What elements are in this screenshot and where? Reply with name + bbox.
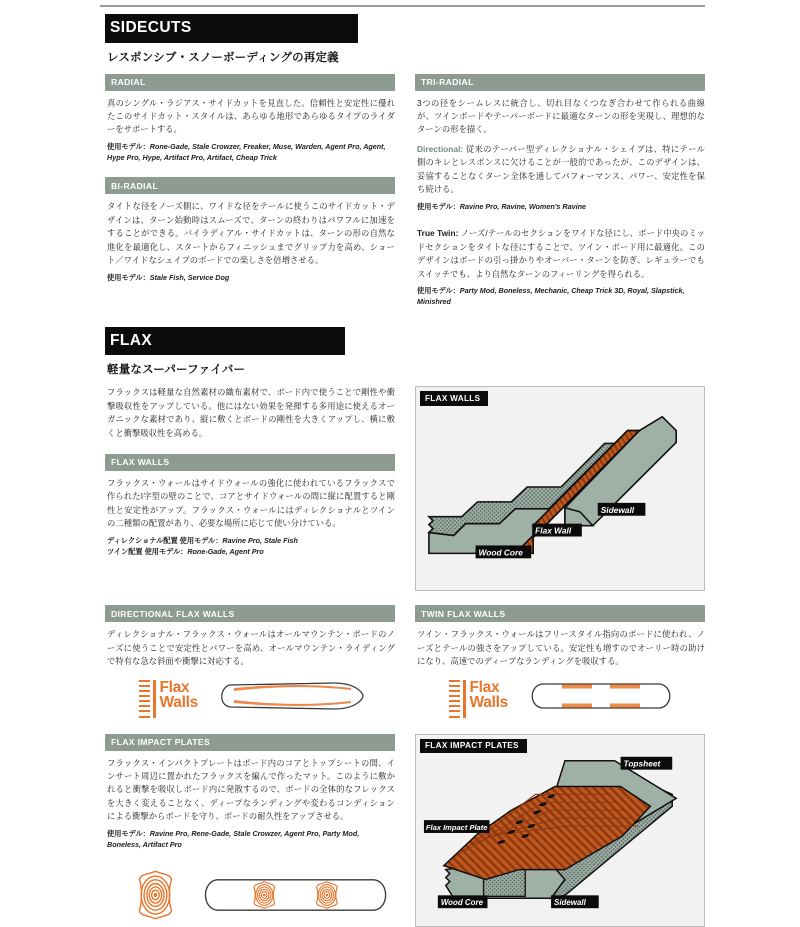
true-twin-body: ノーズ/テールのセクションをワイドな径にし、ボード中央のミッドセクションをタイトな径にすることで、ツイン・ボード用に最適化。このデザインはボードの引っ掛かりやオーバー・ターンを防ぎ、レギュラーでもスイッチでも、より自然なターンのフィーリングを得られる。 bbox=[417, 228, 706, 279]
callout-flax-wall-text: Flax Wall bbox=[535, 525, 572, 536]
subheader-tri-radial: TRI-RADIAL bbox=[415, 74, 705, 91]
flax-walls-logo-directional bbox=[139, 680, 198, 718]
bi-radial-models-label: 使用モデル： bbox=[107, 272, 150, 282]
subheader-bi-radial: BI-RADIAL bbox=[105, 177, 395, 194]
section-banner-flax: FLAX bbox=[105, 327, 345, 356]
true-twin-models-value: Party Mod, Boneless, Mechanic, Cheap Trick 3D, Royal, Slapstick, Minishred bbox=[417, 286, 685, 306]
callout-impact-sidewall-text: Sidewall bbox=[554, 897, 586, 907]
true-twin-models-label: 使用モデル： bbox=[417, 286, 460, 296]
bi-radial-models-value: Stale Fish, Service Dog bbox=[149, 272, 230, 282]
subheader-twin-flax-walls: TWIN FLAX WALLS bbox=[415, 605, 705, 622]
sidecuts-right-column bbox=[415, 74, 705, 308]
twin-flax-walls-block bbox=[415, 605, 705, 719]
radial-body: 真のシングル・ラジアス・サイドカットを見直した。信頼性と安定性に優れたこのサイドカット・スタイルは、あらゆる地形であらゆるタイプのライダーをサポートする。 bbox=[107, 97, 395, 135]
directional-logo-row bbox=[105, 678, 395, 720]
flax-logo-words bbox=[160, 680, 198, 718]
figure-flax-impact-plates bbox=[415, 734, 705, 927]
flax-walls-models bbox=[107, 536, 395, 558]
bi-radial-models bbox=[107, 273, 395, 284]
sidecuts-left-column bbox=[105, 74, 395, 308]
subheader-flax-walls: FLAX WALLS bbox=[105, 454, 395, 471]
flax-subheading: 軽量なスーパーファイバー bbox=[107, 364, 246, 377]
callout-topsheet bbox=[621, 756, 673, 769]
figure-flax-walls bbox=[415, 386, 705, 591]
flax-logo-bars-icon-twin bbox=[449, 680, 463, 718]
twin-board-graphic bbox=[526, 679, 676, 718]
flax-walls-logo-twin bbox=[449, 680, 508, 718]
flax-walls-directional-models-label: ディレクショナル配置 使用モデル： bbox=[107, 535, 223, 545]
section-banner-sidecuts: SIDECUTS bbox=[105, 14, 358, 43]
snowboard-impact-plates-icon bbox=[196, 871, 395, 919]
flax-impact-plates-models-value: Ravine Pro, Rene-Gade, Stale Crowzer, Agent Pro, Party Mod, Boneless, Artifact Pro bbox=[107, 828, 360, 849]
flax-logo-twin-line2: Walls bbox=[469, 694, 508, 712]
directional-flax-walls-body: ディレクショナル・フラックス・ウォールはオールマウンテン・ボードのノーズに使うことで安定性とパワーを高め、オールマウンテン・ライディングで特有な急な斜面や衝撃に対応する。 bbox=[107, 629, 395, 667]
callout-topsheet-text: Topsheet bbox=[623, 758, 661, 769]
flax-impact-plates-columns bbox=[105, 734, 705, 927]
flax-left-column bbox=[105, 386, 395, 591]
tri-radial-body: 3つの径をシームレスに統合し、切れ目なくつなぎ合わせて作られる曲線が、ツインボードやテーパーボードに最適なターンの形を実現し、理想的なターンの形を描く。 bbox=[417, 97, 705, 135]
flax-logo-rule bbox=[153, 680, 156, 718]
flax-walls-twin-models-label: ツイン配置 使用モデル： bbox=[107, 546, 188, 556]
flax-columns bbox=[105, 386, 705, 591]
callout-wood-core bbox=[476, 546, 532, 559]
flax-walls-body: フラックス・ウォールはサイドウォールの強化に使われているフラックスで作られたI字型の壁のことで、コアとサイドウォールの間に縦に配置すると剛性と安定性がアップ。フラックス・ウォールにはディレクショナルとツインの二種類の配置があり、必要な場所に応じて使い分けている。 bbox=[107, 477, 395, 529]
tri-radial-truetwin-paragraph bbox=[417, 227, 705, 281]
flax-logo-twin-line1: Flax bbox=[469, 678, 500, 696]
callout-flax-impact-plate-text: Flax Impact Plate bbox=[425, 822, 488, 832]
subheader-directional-flax-walls: DIRECTIONAL FLAX WALLS bbox=[105, 605, 395, 622]
callout-flax-wall bbox=[532, 524, 582, 537]
flax-walls-illustration bbox=[416, 387, 704, 590]
top-rule bbox=[100, 5, 705, 7]
true-twin-label: True Twin: bbox=[417, 228, 459, 239]
flax-impact-plates-illustration bbox=[416, 735, 704, 926]
flax-logo-bars-icon bbox=[139, 680, 153, 718]
subheader-radial: RADIAL bbox=[105, 74, 395, 91]
tree-rings-icon bbox=[127, 865, 184, 925]
flax-right-column bbox=[415, 386, 705, 591]
directional-body: 従来のテーパー型ディレクショナル・シェイプは、特にテール側のキレとレスポンスに欠けることが一般的であったが、このデザインは、妥協することなくターン全体を通してパフォーマンス、パワー、安定性を保ち続ける。 bbox=[417, 143, 706, 195]
callout-impact-wood-core bbox=[438, 895, 488, 908]
flax-walls-directional-models-value: Ravine Pro, Stale Fish bbox=[222, 535, 298, 545]
flax-impact-plates-text bbox=[105, 734, 395, 927]
snowboard-twin-icon bbox=[526, 679, 676, 713]
flax-logo-words-twin bbox=[470, 680, 508, 718]
callout-sidewall-text: Sidewall bbox=[600, 504, 635, 515]
flax-walls-variants-columns bbox=[105, 605, 705, 719]
flax-intro: フラックスは軽量な自然素材の織布素材で、ボード内で使うことで剛性や衝撃吸収性をアップしている。他にはない効果を発揮する多用途に使えるオーガニックな素材であり、縦に敷くとボードの剛性を大きくアップし、横に敷くと衝撃吸収性を高める。 bbox=[107, 387, 395, 438]
flax-logo-line2: Walls bbox=[159, 694, 198, 712]
directional-models bbox=[417, 202, 705, 213]
twin-flax-walls-body: ツイン・フラックス・ウォールはフリースタイル指向のボードに使われ、ノーズとテールの強さをアップしている。安定性も増すのでオーリー時の助けになり、高速でのディープなランディングを吸収する。 bbox=[417, 629, 705, 667]
sidecuts-subheading: レスポンシブ・スノーボーディングの再定義 bbox=[107, 51, 339, 64]
true-twin-models bbox=[417, 286, 705, 308]
flax-logo-rule-twin bbox=[463, 680, 466, 718]
flax-impact-plates-body: フラックス・インパクトプレートはボード内のコアとトップシートの間、インサート周辺に置かれたフラックスを編んで作ったマット。このように敷かれると衝撃を吸収しボード内に発散するので、ボードの全体的なフレックスを大きく変えることなく、ディープなランディングや変わるコンディションによる衝撃からボードを守り、ボードの耐久性をアップさせる。 bbox=[107, 757, 395, 822]
callout-wood-core-text: Wood Core bbox=[478, 547, 523, 558]
directional-board-graphic bbox=[216, 679, 366, 718]
flax-impact-plates-figure-column bbox=[415, 734, 705, 927]
twin-logo-row bbox=[415, 678, 705, 720]
flax-walls-twin-models-value: Rone-Gade, Agent Pro bbox=[187, 546, 264, 556]
radial-models bbox=[107, 142, 395, 164]
radial-models-value: Rone-Gade, Stale Crowzer, Freaker, Muse, Warden, Agent Pro, Agent, Hype Pro, Hype, Artifact Pro, Artifact, Cheap Trick bbox=[107, 141, 386, 162]
flax-logo-line1: Flax bbox=[159, 678, 190, 696]
sidecuts-columns bbox=[105, 74, 705, 308]
directional-flax-walls-block bbox=[105, 605, 395, 719]
flax-impact-plates-models-label: 使用モデル： bbox=[107, 828, 150, 838]
directional-label: Directional: bbox=[417, 143, 464, 154]
tri-radial-directional-paragraph bbox=[417, 143, 705, 197]
radial-models-label: 使用モデル： bbox=[107, 141, 150, 151]
document-content bbox=[105, 14, 705, 927]
figure-flax-walls-label: FLAX WALLS bbox=[420, 391, 488, 406]
flax-impact-plates-models bbox=[107, 829, 395, 851]
figure-flax-impact-plates-label: FLAX IMPACT PLATES bbox=[420, 739, 527, 754]
callout-flax-impact-plate bbox=[424, 820, 490, 833]
directional-models-label: 使用モデル： bbox=[417, 201, 460, 211]
callout-impact-wood-core-text: Wood Core bbox=[440, 897, 484, 907]
callout-sidewall bbox=[598, 503, 646, 516]
callout-impact-sidewall bbox=[551, 895, 599, 908]
bi-radial-body: タイトな径をノーズ側に、ワイドな径をテールに使うこのサイドカット・デザインは、ターン始動時はスムーズで、ターンの終わりはパワフルに加速をすることができる。バイラディアル・サイドカットは、ターンの形の自然な進化を最適化し、スタートからフィニッシュまでグリップ力を高め、ショート／ワイドなシェイプのボードでの楽しさを倍増させる。 bbox=[107, 201, 395, 266]
snowboard-directional-icon bbox=[216, 679, 366, 713]
directional-models-value: Ravine Pro, Ravine, Women's Ravine bbox=[459, 201, 586, 211]
impact-plate-graphics-row bbox=[105, 864, 395, 926]
subheader-flax-impact-plates: FLAX IMPACT PLATES bbox=[105, 734, 395, 751]
